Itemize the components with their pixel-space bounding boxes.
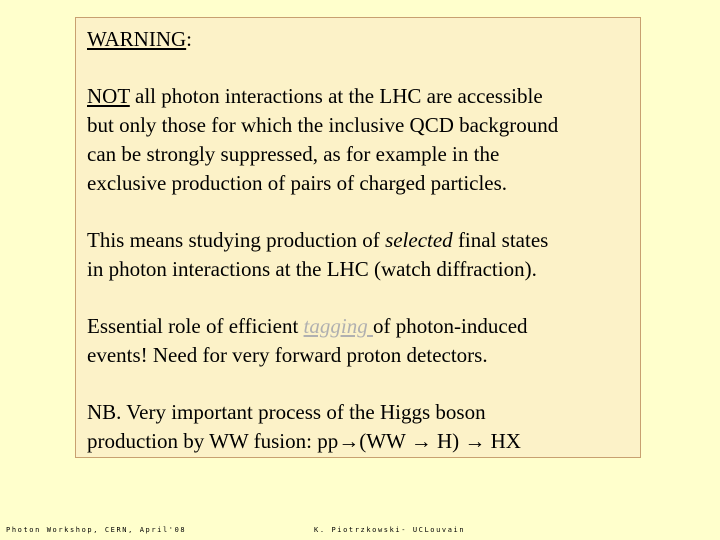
footer-right: K. Piotrzkowski- UCLouvain — [314, 526, 466, 534]
not-emphasis: NOT — [87, 84, 130, 108]
warning-heading — [87, 25, 632, 54]
warning-label: WARNING — [87, 27, 187, 51]
paragraph-line: but only those for which the inclusive QCD background — [87, 113, 559, 137]
paragraph-line: NB. Very important process of the Higgs boson — [87, 400, 486, 424]
paragraph-text: Essential role of efficient — [87, 314, 304, 338]
warning-colon: : — [186, 27, 192, 51]
paragraph-line — [87, 82, 632, 111]
paragraph-line: events! Need for very forward proton detectors. — [87, 343, 488, 367]
paragraph-line: production by WW fusion: pp→(WW → H) → HX — [87, 429, 521, 453]
paragraph-line — [87, 312, 632, 341]
paragraph-text: This means studying production of — [87, 228, 386, 252]
content-box — [75, 17, 641, 458]
paragraph-higgs — [87, 398, 632, 456]
tagging-link[interactable]: tagging — [303, 314, 373, 338]
selected-emphasis: selected — [385, 228, 453, 252]
paragraph-selected-states — [87, 226, 632, 284]
paragraph-line: in photon interactions at the LHC (watch diffraction). — [87, 257, 537, 281]
paragraph-line: can be strongly suppressed, as for example in the — [87, 142, 500, 166]
footer-left: Photon Workshop, CERN, April'08 — [6, 526, 187, 534]
paragraph-text: of photon-induced — [372, 314, 528, 338]
paragraph-text: final states — [452, 228, 549, 252]
paragraph-text: all photon interactions at the LHC are accessible — [129, 84, 543, 108]
paragraph-line: exclusive production of pairs of charged particles. — [87, 171, 508, 195]
paragraph-tagging — [87, 312, 632, 370]
paragraph-line — [87, 226, 632, 255]
paragraph-accessibility — [87, 82, 632, 198]
